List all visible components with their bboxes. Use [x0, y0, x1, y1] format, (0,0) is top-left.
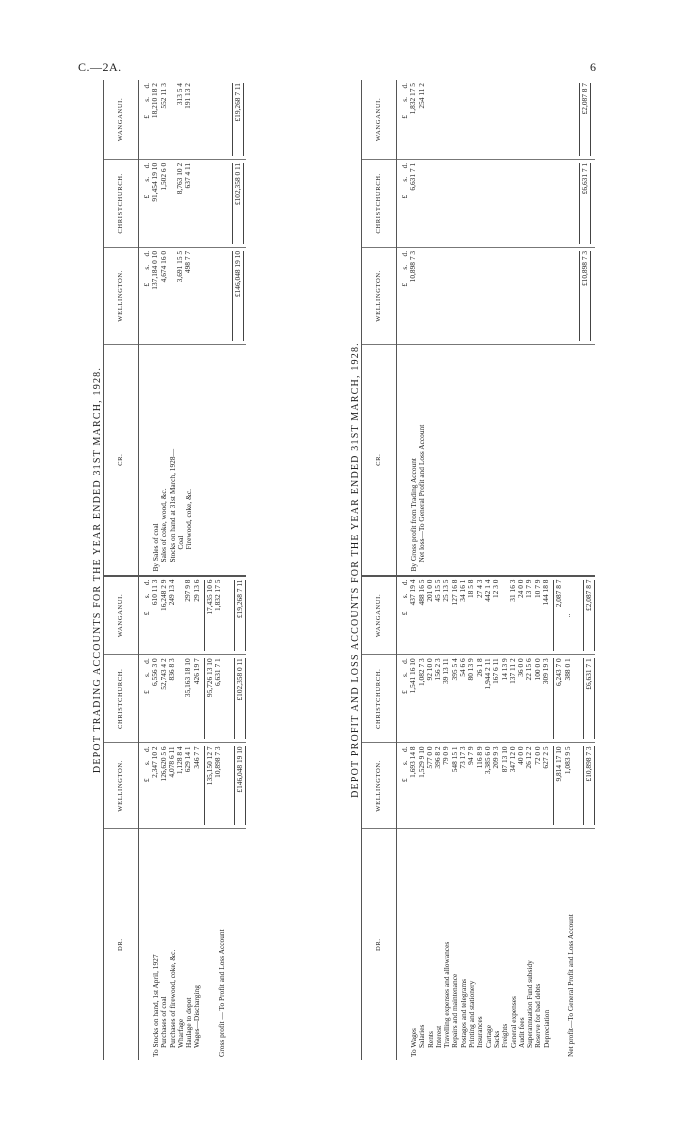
- amount: 26 1 8: [474, 658, 484, 677]
- pl-dr-wanganui: [397, 576, 596, 655]
- trading-dr-labels: [139, 829, 246, 1060]
- subtotal: 17,435 10 6: [204, 580, 214, 652]
- trading-cr-wellington: [139, 247, 246, 344]
- amount: 39 13 11: [441, 658, 451, 684]
- dr-header: DR.: [104, 829, 139, 1060]
- total: £146,048 19 10: [232, 251, 244, 341]
- amount: 3,691 15 5: [175, 250, 185, 283]
- total: £19,268 7 11: [232, 83, 244, 156]
- units-row: £ s. d.: [142, 658, 151, 695]
- line-item-label: Stocks on hand at 31st March, 1928—: [167, 449, 177, 563]
- cr-header: CR.: [104, 344, 139, 575]
- subtotal: 135,150 12 7: [204, 746, 214, 825]
- units-row: £ s. d.: [142, 83, 151, 119]
- amount: 4,674 16 0: [158, 250, 168, 283]
- wellington-header: WELLINGTON.: [104, 743, 139, 829]
- amount: 26 12 2: [524, 746, 534, 769]
- pl-cr-labels: [397, 344, 596, 575]
- amount: 836 8 3: [166, 658, 176, 681]
- line-item-label: Postages and telegrams: [458, 979, 468, 1048]
- trading-title: DEPOT TRADING ACCOUNTS FOR THE YEAR ENDED 31ST MARCH, 1928.: [92, 366, 103, 774]
- amount: 73 17 3: [458, 746, 468, 769]
- line-item-label: To Stocks on hand, 1st April, 1927: [151, 954, 160, 1057]
- wanganui-header: WANGANUI.: [104, 80, 139, 159]
- pl-title: DEPOT PROFIT AND LOSS ACCOUNTS FOR THE YEAR ENDED 31ST MARCH, 1928.: [350, 342, 361, 798]
- page-number: 6: [590, 60, 597, 74]
- wellington-header: WELLINGTON.: [104, 247, 139, 344]
- line-item-label: By Gross profit from Trading Account: [409, 458, 418, 572]
- trading-cr-christchurch: [139, 159, 246, 247]
- total: £102,358 0 11: [234, 658, 246, 739]
- line-item-label: Rents: [425, 1031, 435, 1048]
- amount: 629 14 1: [183, 746, 193, 773]
- total: £19,268 7 11: [234, 580, 246, 652]
- wellington-header: WELLINGTON.: [362, 743, 397, 829]
- line-item-label: Wages—Discharging: [192, 985, 202, 1048]
- line-item-label: Purchases of coal: [159, 996, 169, 1048]
- subtotal: 2,087 8 7: [553, 580, 563, 652]
- trading-dr-christchurch: [139, 655, 246, 743]
- trading-dr-wanganui: [139, 576, 246, 655]
- total: £2,087 8 7: [583, 580, 595, 652]
- amount: 54 6 6: [458, 658, 468, 677]
- rotated-document: [92, 80, 612, 1060]
- units-row: £ s. d.: [400, 250, 409, 287]
- trading-cr-wanganui: [139, 80, 246, 159]
- amount: 34 16 1: [458, 579, 468, 602]
- amount: 1,128 8 4: [175, 746, 185, 775]
- trading-dr-wellington: [139, 743, 246, 829]
- amount: 116 8 9: [474, 746, 484, 769]
- line-item-label: Reserve for bad debts: [533, 983, 543, 1048]
- subtotal: 6,243 7 0: [553, 658, 563, 739]
- amount: 167 6 11: [491, 658, 501, 684]
- amount: 127 16 8: [449, 579, 459, 606]
- amount: 31 16 3: [507, 579, 517, 602]
- line-item-label: Haulage to depot: [184, 997, 194, 1048]
- trading-header-row: [104, 80, 139, 1060]
- line-item-label: Superannuation Fund subsidy: [525, 960, 535, 1048]
- line-item-label: General expenses: [508, 996, 518, 1048]
- line-item-label: Insurances: [475, 1016, 485, 1048]
- total: £6,631 7 1: [583, 658, 595, 739]
- amount: 610 11 3: [150, 579, 160, 606]
- christchurch-header: CHRISTCHURCH.: [362, 655, 397, 743]
- net-profit-label: Net profit—To General Profit and Loss Account: [566, 914, 576, 1057]
- net-profit: ..: [562, 613, 572, 618]
- amount: 27 4 3: [474, 579, 484, 599]
- pl-dr-labels: [397, 829, 596, 1060]
- amount: 1,529 9 10: [416, 746, 426, 778]
- line-item-label: Interest: [433, 1025, 443, 1048]
- units-row: £ s. d.: [142, 579, 151, 616]
- profit-loss-section: [350, 80, 595, 1060]
- amount: 254 11 2: [416, 83, 426, 109]
- line-item-label: Depreciation: [541, 1009, 551, 1048]
- amount: 4,078 6 11: [166, 746, 176, 778]
- amount: 548 15 1: [449, 746, 459, 773]
- units-row: £ s. d.: [400, 579, 409, 616]
- total: £2,087 8 7: [579, 83, 591, 156]
- amount: 40 0 0: [516, 746, 526, 765]
- amount: 627 2 5: [541, 746, 551, 769]
- amount: 94 7 9: [466, 746, 476, 765]
- pl-table: [361, 80, 595, 1060]
- line-item-label: Sacks: [491, 1030, 501, 1048]
- amount: 488 16 5: [416, 579, 426, 606]
- line-item-label: To Wages: [409, 1028, 418, 1057]
- amount: 72 0 0: [532, 746, 542, 765]
- wanganui-header: WANGANUI.: [362, 576, 397, 655]
- units-row: £ s. d.: [400, 658, 409, 695]
- amount: 36 0 0: [516, 658, 526, 677]
- amount: 87 13 10: [499, 746, 509, 773]
- total: £10,898 7 3: [583, 746, 595, 825]
- units-row: £ s. d.: [400, 83, 409, 119]
- units-row: £ s. d.: [400, 162, 409, 199]
- amount: 100 0 0: [532, 658, 542, 681]
- amount: 637 4 11: [183, 162, 193, 189]
- amount: 1,082 7 3: [416, 658, 426, 687]
- amount: 313 5 4: [175, 83, 185, 106]
- line-item-label: By Sales of coal: [151, 523, 160, 572]
- line-item-label: Freights: [500, 1023, 510, 1048]
- amount: 201 0 0: [424, 579, 434, 602]
- amount: 1,944 2 11: [482, 658, 492, 690]
- wellington-header: WELLINGTON.: [362, 247, 397, 344]
- amount: 8,763 10 2: [175, 162, 185, 195]
- amount: 18,210 18 2: [150, 83, 160, 119]
- amount: 14 13 9: [499, 658, 509, 681]
- pl-header-row: [362, 80, 397, 1060]
- cr-header: CR.: [362, 344, 397, 575]
- amount: 552 11 3: [158, 83, 168, 109]
- line-item-label: Firewood, coke, &c.: [184, 488, 194, 550]
- amount: 1,541 16 10: [408, 658, 418, 694]
- amount: 1,832 17 5: [408, 83, 418, 115]
- net-profit: 1,083 9 5: [562, 746, 572, 775]
- line-item-label: Coal: [175, 535, 185, 550]
- christchurch-header: CHRISTCHURCH.: [104, 159, 139, 247]
- amount: 52,743 4 2: [158, 658, 168, 690]
- total: £10,898 7 3: [579, 251, 591, 341]
- christchurch-header: CHRISTCHURCH.: [362, 159, 397, 247]
- trading-accounts-section: [92, 80, 246, 1060]
- trading-table: [103, 80, 246, 1060]
- total: £6,631 7 1: [579, 163, 591, 244]
- net-profit: 388 0 1: [562, 658, 572, 681]
- amount: 10,898 7 3: [408, 250, 418, 283]
- amount: 126,620 5 6: [158, 746, 168, 782]
- line-item-label: Salaries: [417, 1024, 427, 1048]
- amount: 80 13 9: [466, 658, 476, 681]
- line-item-label: Sales of coke, wood, &c.: [159, 488, 169, 563]
- amount: 2,347 10 2: [150, 746, 160, 778]
- gross-profit: 10,898 7 3: [213, 746, 223, 778]
- pl-dr-wellington: [397, 743, 596, 829]
- line-item-label: Audit fees: [516, 1017, 526, 1048]
- amount: 577 0 0: [424, 746, 434, 769]
- total: £102,358 0 11: [232, 163, 244, 244]
- line-item-label: Wharfage: [175, 1018, 185, 1048]
- amount: 92 10 0: [424, 658, 434, 681]
- units-row: £ s. d.: [142, 746, 151, 783]
- amount: 144 18 8: [541, 579, 551, 606]
- amount: 297 9 8: [183, 579, 193, 602]
- line-item-label: Purchases of firewood, coke, &c.: [167, 949, 177, 1048]
- amount: 347 12 0: [507, 746, 517, 773]
- pl-cr-wellington: [397, 247, 596, 344]
- line-item-label: Net loss—To General Profit and Loss Account: [417, 424, 427, 563]
- subtotal: 9,814 17 10: [553, 746, 563, 825]
- amount: 442 1 4: [482, 579, 492, 602]
- amount: 309 19 3: [541, 658, 551, 685]
- amount: 18 5 8: [466, 579, 476, 599]
- amount: 91,454 19 10: [150, 162, 160, 202]
- amount: 35,163 18 10: [183, 658, 193, 698]
- amount: 396 8 2: [433, 746, 443, 769]
- amount: 6,631 7 1: [408, 162, 418, 191]
- units-row: £ s. d.: [400, 746, 409, 783]
- amount: 24 0 0: [516, 579, 526, 599]
- gross-profit-label: Gross profit — To Profit and Loss Account: [216, 929, 226, 1057]
- amount: 10 7 9: [532, 579, 542, 599]
- units-row: £ s. d.: [142, 250, 151, 287]
- christchurch-header: CHRISTCHURCH.: [104, 655, 139, 743]
- amount: 437 19 4: [408, 579, 418, 606]
- amount: 156 2 3: [433, 658, 443, 681]
- page-reference: C.—2A.: [78, 60, 122, 74]
- amount: 12 3 0: [491, 579, 501, 599]
- amount: 249 13 4: [166, 579, 176, 606]
- pl-body-row: [397, 80, 596, 1060]
- amount: 498 7 7: [183, 250, 193, 274]
- trading-cr-labels: [139, 344, 246, 575]
- line-item-label: Travelling expenses and allowances: [442, 941, 452, 1048]
- amount: 13 7 9: [524, 579, 534, 599]
- trading-body-row: [139, 80, 246, 1060]
- amount: 426 19 7: [191, 658, 201, 685]
- units-row: £ s. d.: [142, 162, 151, 199]
- amount: [418, 251, 426, 341]
- gross-profit: 1,832 17 5: [213, 579, 223, 611]
- amount: 346 7 7: [191, 746, 201, 769]
- amount: 137,184 0 10: [150, 250, 160, 290]
- amount: 16,248 2 9: [158, 579, 168, 611]
- line-item-label: Cartage: [483, 1025, 493, 1048]
- amount: [418, 163, 426, 244]
- pl-cr-wanganui: [397, 80, 596, 159]
- dr-header: DR.: [362, 829, 397, 1060]
- pl-dr-christchurch: [397, 655, 596, 743]
- amount: 45 15 5: [433, 579, 443, 602]
- amount: 79 0 9: [441, 746, 451, 765]
- amount: 3,385 6 0: [482, 746, 492, 775]
- amount: 209 9 3: [491, 746, 501, 769]
- amount: 29 13 6: [191, 579, 201, 602]
- amount: 1,502 6 0: [158, 162, 168, 191]
- amount: 25 13 5: [441, 579, 451, 602]
- amount: 6,556 3 0: [150, 658, 160, 687]
- total: £146,048 19 10: [234, 746, 246, 825]
- wanganui-header: WANGANUI.: [362, 80, 397, 159]
- pl-cr-christchurch: [397, 159, 596, 247]
- amount: 191 13 2: [183, 83, 193, 109]
- line-item-label: Printing and stationery: [467, 980, 477, 1048]
- wanganui-header: WANGANUI.: [104, 576, 139, 655]
- amount: 1,693 14 8: [408, 746, 418, 778]
- line-item-label: Repairs and maintenance: [450, 973, 460, 1048]
- gross-profit: 6,631 7 1: [213, 658, 223, 687]
- amount: 22 15 6: [524, 658, 534, 681]
- subtotal: 95,726 13 10: [204, 658, 214, 739]
- amount: 137 11 2: [507, 658, 517, 684]
- amount: 395 5 4: [449, 658, 459, 681]
